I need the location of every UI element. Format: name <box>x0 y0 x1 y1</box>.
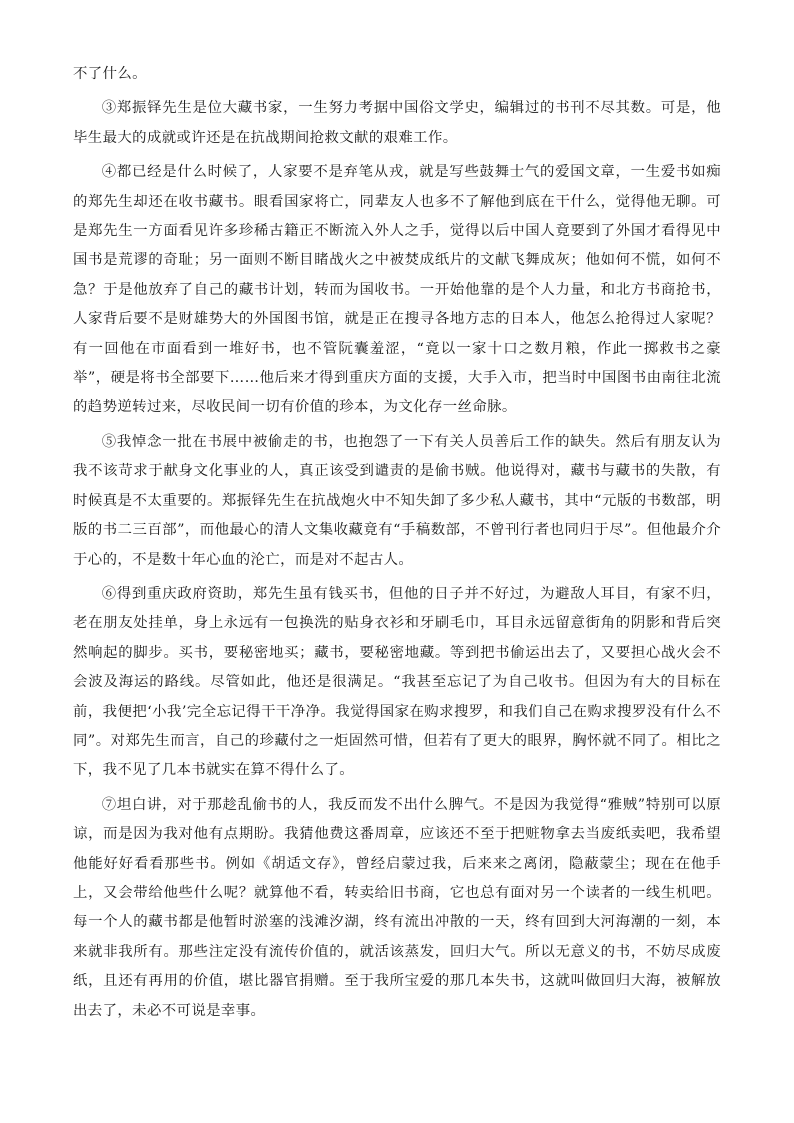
paragraph-4: ④都已经是什么时候了，人家要不是弃笔从戎，就是写些鼓舞士气的爱国文章，一生爱书如痴的郑先生却还在收书藏书。眼看国家将亡，同辈友人也多不了解他到底在干什么，觉得他无聊。可是郑先生一方面看见许多珍稀古籍正不断流入外人之手，觉得以后中国人竟要到了外国才看得见中国书是荒谬的奇耻；另一面则不断目睹战火之中被焚成纸片的文献飞舞成灰；他如何不慌，如何不急？于是他放弃了自己的藏书计划，转而为国收书。一开始他靠的是个人力量，和北方书商抢书，人家背后要不是财雄势大的外国图书馆，就是正在搜寻各地方志的日本人，他怎么抢得过人家呢？有一回他在市面看到一堆好书，也不管阮囊羞涩，“竟以一家十口之数月粮，作此一掷救书之豪举”，硬是将书全部要下……他后来才得到重庆方面的支援，大手入市，把当时中国图书由南往北流的趋势逆转过来，尽收民间一切有价值的珍本，为文化存一丝命脉。 <box>73 164 721 416</box>
paragraph-7: ⑦坦白讲，对于那趁乱偷书的人，我反而发不出什么脾气。不是因为我觉得“雅贼”特别可以原谅，而是因为我对他有点期盼。我猜他费这番周章，应该还不至于把赃物拿去当废纸卖吧，我希望他能好好看看那些书。例如《胡适文存》，曾经启蒙过我，后来来之离闭，隐蔽蒙尘；现在在他手上，又会带给他些什么呢？就算他不看，转卖给旧书商，它也总有面对另一个读者的一线生机吧。每一个人的藏书都是他暂时淤塞的浅滩汐湖，终有流出冲散的一天，终有回到大河海潮的一刻，本来就非我所有。那些注定没有流传价值的，就活该蒸发，回归大气。所以无意义的书，不妨尽成废纸，且还有再用的价值，堪比器官捐赠。至于我所宝爱的那几本失书，这就叫做回归大海，被解放出去了，未必不可说是幸事。 <box>73 796 721 1019</box>
paragraph-continuation: 不了什么。 <box>73 66 147 82</box>
paragraph-6: ⑥得到重庆政府资助，郑先生虽有钱买书，但他的日子并不好过，为避敌人耳目，有家不归，老在朋友处挂单，身上永远有一包换洗的贴身衣衫和牙刷毛巾，耳目永远留意街角的阴影和背后突然响起的脚步。买书，要秘密地买；藏书，要秘密地藏。等到把书偷运出去了，又要担心战火会不会波及海运的路线。尽管如此，他还是很满足。“我甚至忘记了为自己收书。但因为有大的目标在前，我便把‘小我’完全忘记得干干净净。我觉得国家在购求搜罗，和我们自己在购求搜罗没有什么不同”。对郑先生而言，自己的珍藏付之一炬固然可惜，但若有了更大的眼界，胸怀就不同了。相比之下，我不见了几本书就实在算不得什么了。 <box>73 585 721 779</box>
paragraph-5: ⑤我悼念一批在书展中被偷走的书，也抱怨了一下有关人员善后工作的缺失。然后有朋友认为我不该苛求于献身文化事业的人，真正该受到谴责的是偷书贼。他说得对，藏书与藏书的失散，有时候真是不太重要的。郑振铎先生在抗战炮火中不知失卸了多少私人藏书，其中“元版的书数部，明版的书二三百部”，而他最心的清人文集收藏竟有“手稿数部，不曾刊行者也同归于尽”。但他最介介于心的，不是数十年心血的沦亡，而是对不起古人。 <box>73 433 721 568</box>
paragraph-3: ③郑振铎先生是位大藏书家，一生努力考据中国俗文学史，编辑过的书刊不尽其数。可是，他毕生最大的成就或许还是在抗战期间抢救文献的艰难工作。 <box>73 100 721 146</box>
document-page <box>73 60 721 1026</box>
